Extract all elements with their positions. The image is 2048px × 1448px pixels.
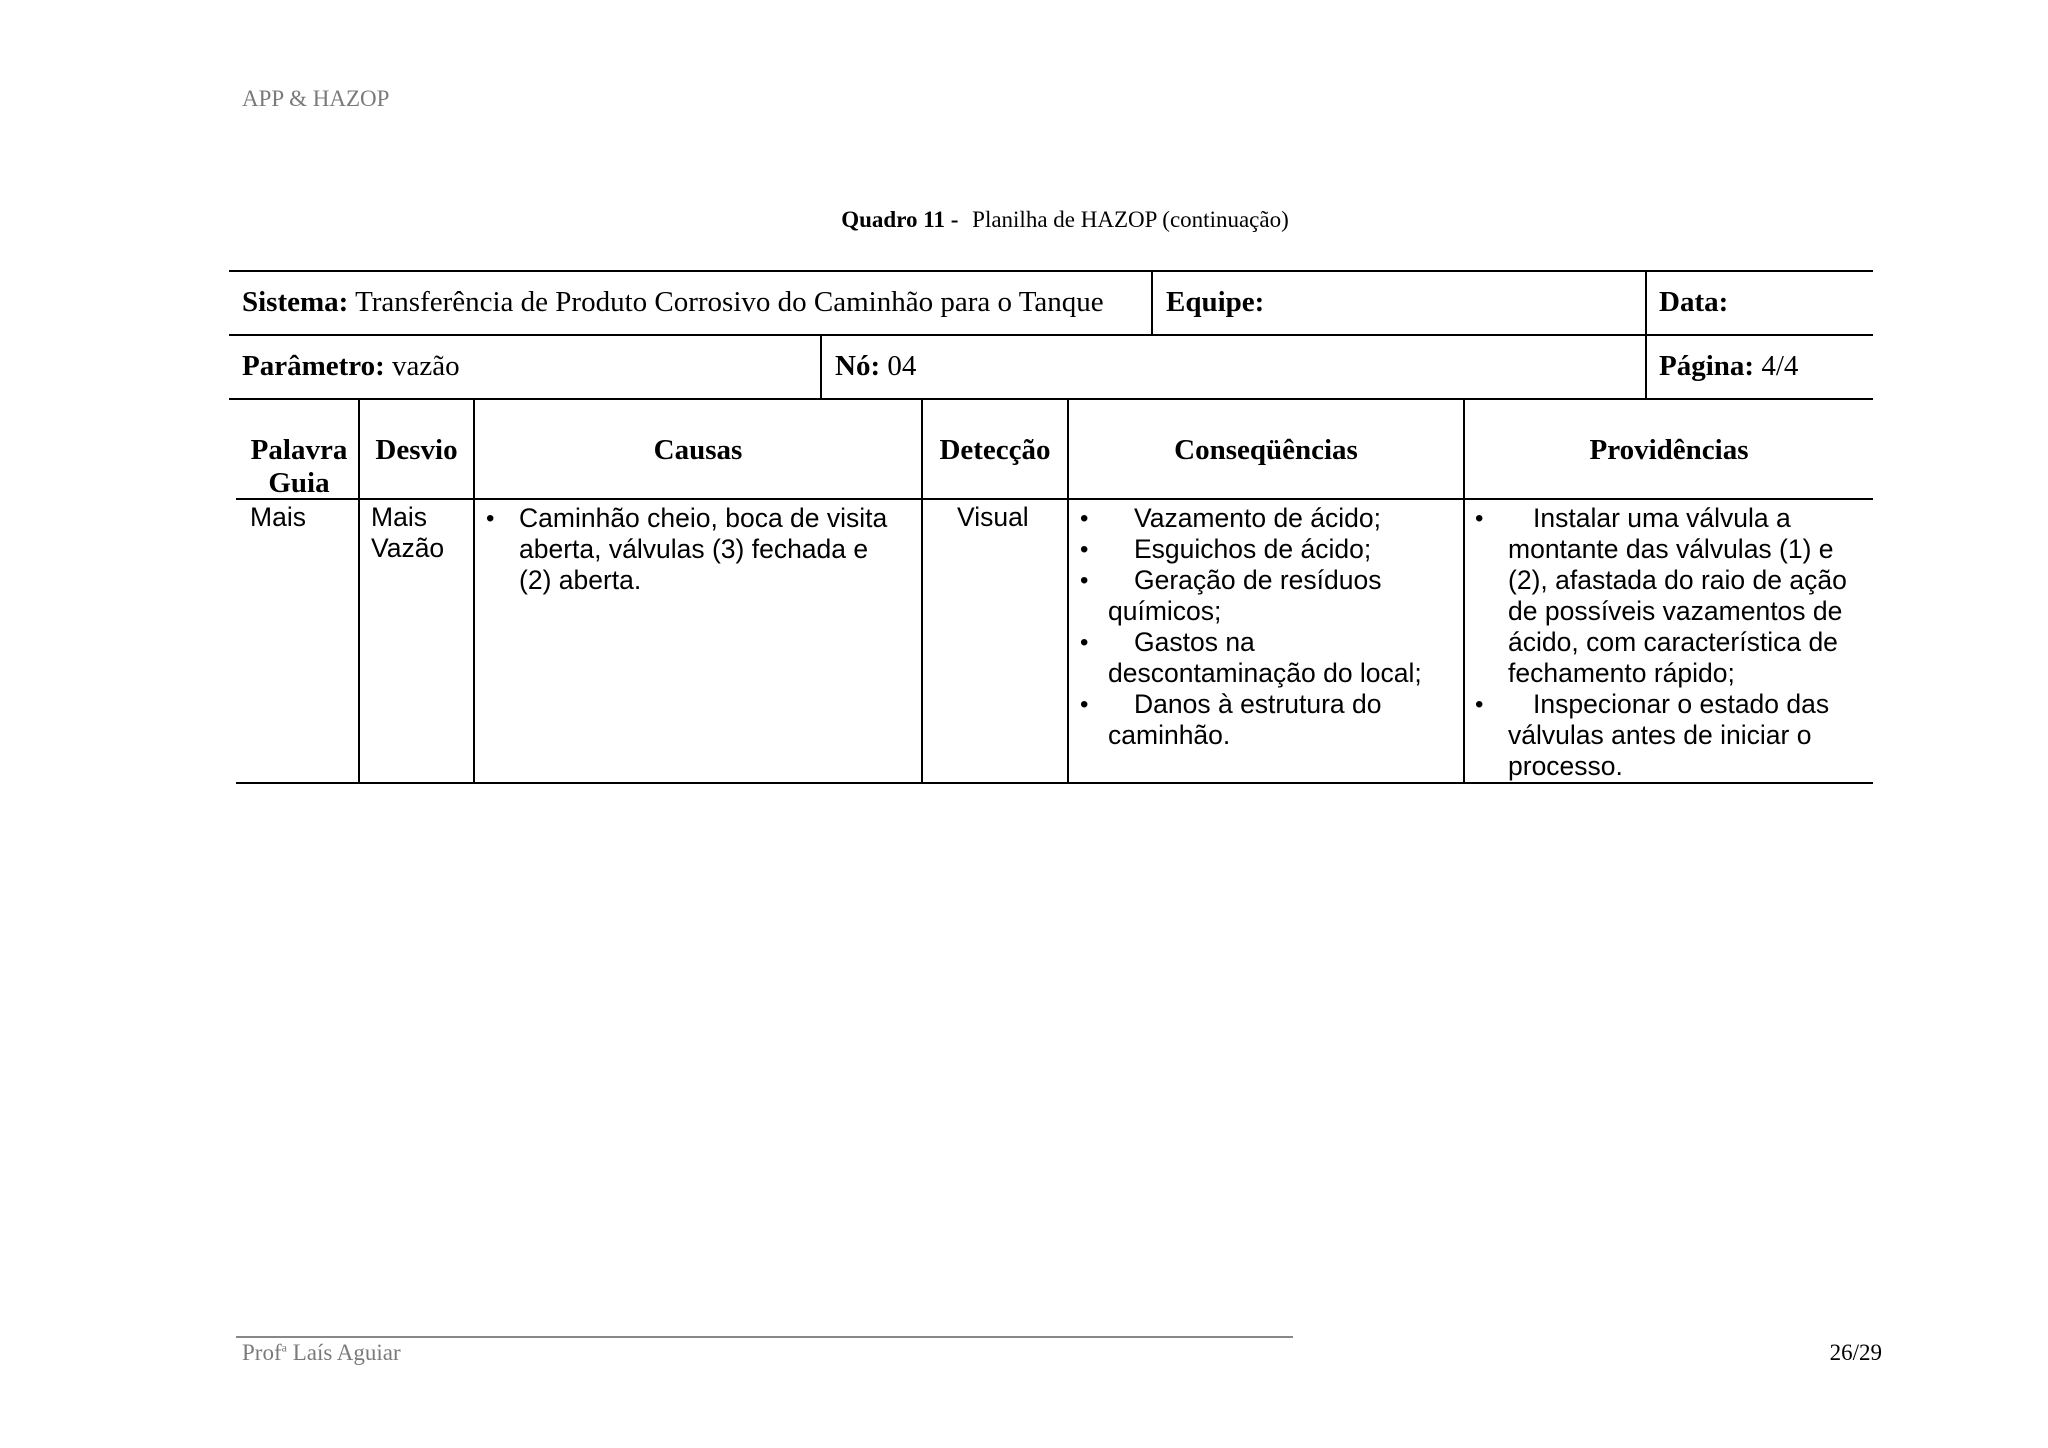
providencia-line: montante das válvulas (1) e [1508, 534, 1834, 564]
info-row-divider [229, 334, 1873, 336]
consequencia-line: Gastos na [1134, 627, 1255, 657]
table-top-border [229, 270, 1873, 272]
providencia-line: Inspecionar o estado das [1533, 689, 1830, 719]
info-divider-no [820, 334, 822, 400]
desvio-line-2: Vazão [371, 533, 445, 563]
col-header-deteccao: Detecção [939, 434, 1051, 466]
footer-author [242, 1340, 401, 1366]
equipe-cell [1166, 286, 1264, 319]
providencia-line: válvulas antes de iniciar o [1508, 720, 1812, 750]
equipe-label: Equipe: [1166, 286, 1265, 318]
causas-line: Caminhão cheio, boca de visita [519, 503, 888, 533]
sistema-label: Sistema: [242, 286, 349, 318]
pagina-cell [1659, 350, 1798, 383]
info-divider-equipe [1151, 270, 1153, 334]
cell-causas [486, 503, 887, 596]
cell-palavra-guia: Mais [250, 502, 306, 532]
consequencia-line: Geração de resíduos [1134, 565, 1382, 595]
table-caption [0, 207, 2048, 233]
col-header-providencias: Providências [1589, 434, 1749, 466]
data-cell [1659, 286, 1728, 319]
bullet-icon: • [1080, 691, 1089, 718]
consequencia-line: caminhão. [1108, 720, 1231, 750]
causas-line: aberta, válvulas (3) fechada e [519, 534, 869, 564]
causas-line: (2) aberta. [519, 565, 642, 595]
providencia-line: (2), afastada do raio de ação [1508, 565, 1847, 595]
col-header-causas: Causas [653, 434, 743, 466]
col-header-guia: Guia [268, 467, 330, 499]
info-bottom-border [229, 398, 1873, 400]
page-header: APP & HAZOP [242, 86, 390, 111]
footer-author-sup: a [281, 1340, 287, 1355]
consequencia-line: químicos; [1108, 596, 1222, 626]
bullet-icon: • [1080, 536, 1089, 563]
col-header-palavra-guia [240, 434, 358, 500]
parametro-cell [242, 350, 460, 383]
cell-desvio [371, 502, 444, 564]
footer-author-name: Laís Aguiar [292, 1340, 401, 1365]
pagina-label: Página: [1659, 350, 1755, 382]
table-bottom-border [236, 782, 1873, 784]
pagina-value: 4/4 [1761, 350, 1799, 382]
sistema-cell [242, 286, 1104, 319]
caption-text: Planilha de HAZOP (continuação) [972, 207, 1289, 232]
bullet-icon: • [1080, 629, 1089, 656]
col-header-desvio: Desvio [375, 434, 458, 466]
providencia-line: ácido, com característica de [1508, 627, 1838, 657]
cell-deteccao: Visual [957, 502, 1029, 532]
desvio-line-1: Mais [371, 502, 427, 532]
parametro-label: Parâmetro: [242, 350, 385, 382]
info-divider-data [1645, 270, 1647, 400]
col-header-palavra: Palavra [250, 434, 348, 466]
sistema-value: Transferência de Produto Corrosivo do Caminhão para o Tanque [355, 286, 1104, 318]
bullet-icon: • [1080, 505, 1089, 532]
cell-providencias [1475, 503, 1847, 782]
consequencia-line: descontaminação do local; [1108, 658, 1422, 688]
bullet-icon: • [1080, 567, 1089, 594]
providencia-line: processo. [1508, 751, 1623, 781]
no-cell [835, 350, 916, 383]
consequencia-line: Vazamento de ácido; [1134, 503, 1382, 533]
providencia-line: fechamento rápido; [1508, 658, 1735, 688]
header-bottom-border [236, 498, 1873, 500]
bullet-icon: • [1475, 505, 1484, 532]
bullet-icon: • [1475, 691, 1484, 718]
no-label: Nó: [835, 350, 881, 382]
cell-consequencias [1080, 503, 1422, 751]
data-label: Data: [1659, 286, 1729, 318]
providencia-line: de possíveis vazamentos de [1508, 596, 1843, 626]
providencia-line: Instalar uma válvula a [1533, 503, 1791, 533]
bullet-icon: • [486, 505, 495, 532]
footer-author-prefix: Prof [242, 1340, 282, 1365]
col-header-consequencias: Conseqüências [1174, 434, 1358, 466]
consequencia-line: Esguichos de ácido; [1134, 534, 1372, 564]
footer-divider [236, 1336, 1293, 1338]
no-value: 04 [887, 350, 917, 382]
caption-label: Quadro 11 - [841, 207, 959, 232]
parametro-value: vazão [392, 350, 460, 382]
consequencia-line: Danos à estrutura do [1134, 689, 1382, 719]
footer-page-number: 26/29 [1829, 1340, 1882, 1365]
